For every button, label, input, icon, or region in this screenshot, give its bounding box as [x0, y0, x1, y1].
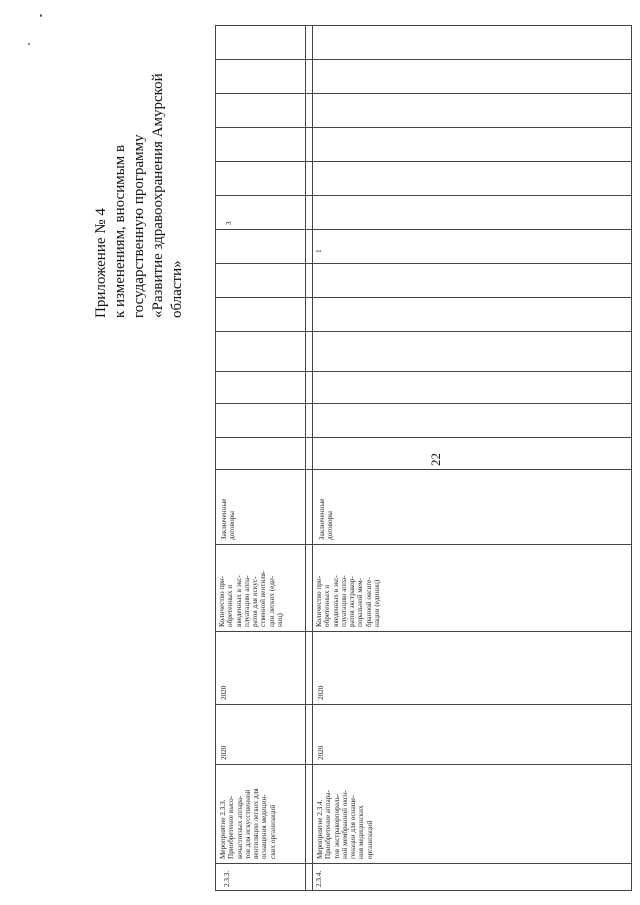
table-border-top [215, 25, 632, 26]
row-name: Мероприятие 2.3.4. Приобретение аппара- тов экстракорпораль- ной мембранной окси- генации для оснаще- ния медицинских организаций [316, 789, 374, 859]
end-year: 2020 [220, 685, 228, 700]
table-border-bottom [215, 890, 632, 891]
table-grid-line [215, 93, 632, 94]
result-type: Заключенные договоры [220, 498, 237, 540]
appendix-title: Приложение № 4 [93, 208, 109, 318]
start-year: 2020 [317, 745, 325, 760]
indicator-value: 3 [225, 221, 233, 225]
scan-speck [40, 14, 42, 17]
table-border-left [215, 25, 216, 891]
table-grid-line [215, 331, 632, 332]
table-grid-line [215, 195, 632, 196]
start-year: 2020 [220, 745, 228, 760]
end-year: 2020 [317, 685, 325, 700]
table-grid-line [215, 863, 632, 864]
table-grid-line [215, 371, 632, 372]
table-grid-line [215, 127, 632, 128]
result-type: Заключенные договоры [318, 498, 335, 540]
appendix-header [92, 28, 187, 318]
scan-speck [28, 43, 30, 45]
table-row-divider [305, 25, 306, 891]
table-grid-line [215, 229, 632, 230]
table-grid-line [215, 263, 632, 264]
table-grid-line [215, 59, 632, 60]
appendix-line: «Развитие здравоохранения Амурской [150, 73, 166, 318]
indicator-description: Количество при- обретенных и введенных в экс- плуатацию аппа- ратов для искус- ственной вентиля- ции легких (еди- ниц) [218, 570, 285, 627]
table-row-divider [312, 25, 313, 891]
row-name: Мероприятие 2.3.3. Приобретение высо- кочастотных аппара- тов для искусственной вентиляции легких для оснащения медицин- ских организаций [219, 788, 277, 859]
table-border-right [631, 25, 632, 891]
indicator-value: 1 [315, 249, 323, 253]
table-grid-line [215, 161, 632, 162]
table-grid-line [215, 704, 632, 705]
row-number: 2.3.3. [223, 870, 231, 887]
program-table [215, 25, 632, 891]
table-grid-line [215, 297, 632, 298]
appendix-line: государственную программу [131, 134, 147, 318]
page-number: 22 [428, 453, 443, 466]
indicator-description: Количество при- обретенных и введенных в экс- плуатацию аппа- ратов экстракор- поральной мем- бранной оксиге- нации (единиц) [315, 575, 382, 627]
table-grid-line [215, 631, 632, 632]
table-grid-line [215, 764, 632, 765]
table-grid-line [215, 403, 632, 404]
row-number: 2.3.4. [315, 870, 323, 887]
table-grid-line [215, 469, 632, 470]
table-grid-line [215, 437, 632, 438]
appendix-line: к изменениям, вносимым в [112, 144, 128, 318]
appendix-line: области» [169, 260, 185, 318]
table-grid-line [215, 544, 632, 545]
